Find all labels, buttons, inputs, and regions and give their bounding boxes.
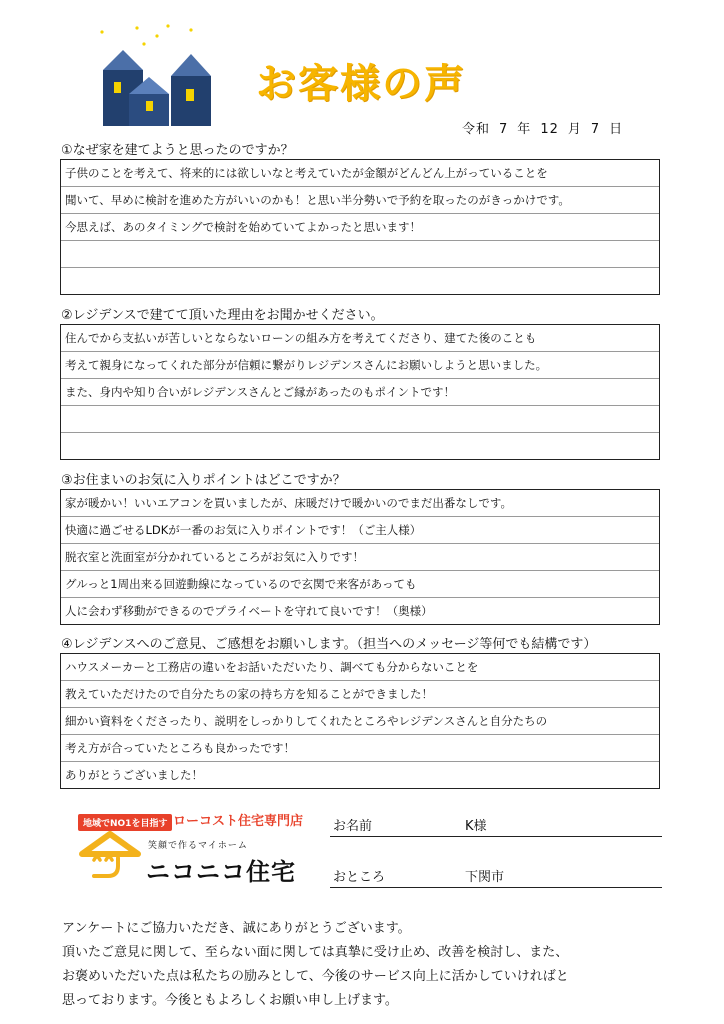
answer-line: 考えて親身になってくれた部分が信頼に繋がりレジデンスさんにお願いしようと思いました。 <box>61 352 659 379</box>
answer-line: 教えていただけたので自分たちの家の持ち方を知ることができました！ <box>61 681 659 708</box>
question-1-label: ①なぜ家を建てようと思ったのですか？ <box>61 143 294 158</box>
answer-line: 人に会わず移動ができるのでプライベートを守れて良いです！（奥様） <box>65 604 433 618</box>
answer-line <box>61 241 659 268</box>
footer-line-3: お褒めいただいた点は私たちの励みとして、今後のサービス向上に活かしていければと <box>62 969 569 984</box>
answer-line: 聞いて、早めに検討を進めた方がいいのかも！と思い半分勢いで予約を取ったのがきっかけです。 <box>61 187 659 214</box>
address-underline <box>330 887 662 888</box>
address-label: おところ <box>333 870 386 885</box>
logo-tagline: 地域でNO1を目指す <box>78 814 172 831</box>
answer-line: ハウスメーカーと工務店の違いをお話いただいたり、調べても分からないことを <box>61 654 659 681</box>
logo-subtitle: 笑顔で作るマイホーム <box>148 841 248 851</box>
name-label: お名前 <box>333 819 373 834</box>
answer-line: 快適に過ごせるLDKが一番のお気に入りポイントです！（ご主人様） <box>61 517 659 544</box>
address-value: 下関市 <box>465 870 505 885</box>
answer-1-box <box>60 159 660 295</box>
survey-date: 令和 7 年 12 月 7 日 <box>462 122 624 137</box>
logo-name: ニコニコ住宅 <box>146 858 296 886</box>
answer-line: 今思えば、あのタイミングで検討を始めていてよかったと思います！ <box>61 214 659 241</box>
stars-icon <box>100 24 192 45</box>
answer-line: 家が暖かい！いいエアコンを買いましたが、床暖だけで暖かいのでまだ出番なしです。 <box>61 490 659 517</box>
question-4-label: ④レジデンスへのご意見、ご感想をお願いします。（担当へのメッセージ等何でも結構です） <box>61 637 597 652</box>
answer-line <box>61 268 659 294</box>
footer-line-4: 思っております。今後ともよろしくお願い申し上げます。 <box>62 993 398 1008</box>
answer-line: 住んでから支払いが苦しいとならないローンの組み方を考えてくださり、建てた後のことも <box>61 325 659 352</box>
answer-line: 脱衣室と洗面室が分かれているところがお気に入りです！ <box>61 544 659 571</box>
answer-line: 細かい資料をくださったり、説明をしっかりしてくれたところやレジデンスさんと自分たちの <box>61 708 659 735</box>
answer-3-box <box>60 489 660 625</box>
answer-2-box <box>60 324 660 460</box>
answer-line: 考え方が合っていたところも良かったです！ <box>61 735 659 762</box>
name-underline <box>330 836 662 837</box>
answer-line: グルっと1周出来る回遊動線になっているので玄関で来客があっても <box>61 571 659 598</box>
question-2-label: ②レジデンスで建てて頂いた理由をお聞かせください。 <box>61 308 384 323</box>
answer-line: ありがとうございました！ <box>65 768 203 782</box>
footer-line-2: 頂いたご意見に関して、至らない面に関しては真摯に受け止め、改善を検討し、また、 <box>62 945 569 960</box>
name-value: K様 <box>465 819 487 834</box>
page-title: お客様の声 <box>256 61 466 107</box>
footer-line-1: アンケートにご協力いただき、誠にありがとうございます。 <box>62 921 411 936</box>
answer-line: また、身内や知り合いがレジデンスさんとご縁があったのもポイントです！ <box>61 379 659 406</box>
houses-illustration <box>95 22 225 132</box>
answer-line <box>61 406 659 433</box>
question-3-label: ③お住まいのお気に入りポイントはどこですか？ <box>61 473 346 488</box>
answer-4-box <box>60 653 660 789</box>
answer-line <box>61 433 659 459</box>
logo-lowcost-text: ローコスト住宅専門店 <box>173 814 304 829</box>
answer-line: 子供のことを考えて、将来的には欲しいなと考えていたが金額がどんどん上がっていることを <box>61 160 659 187</box>
house-smile-icon <box>78 830 142 882</box>
